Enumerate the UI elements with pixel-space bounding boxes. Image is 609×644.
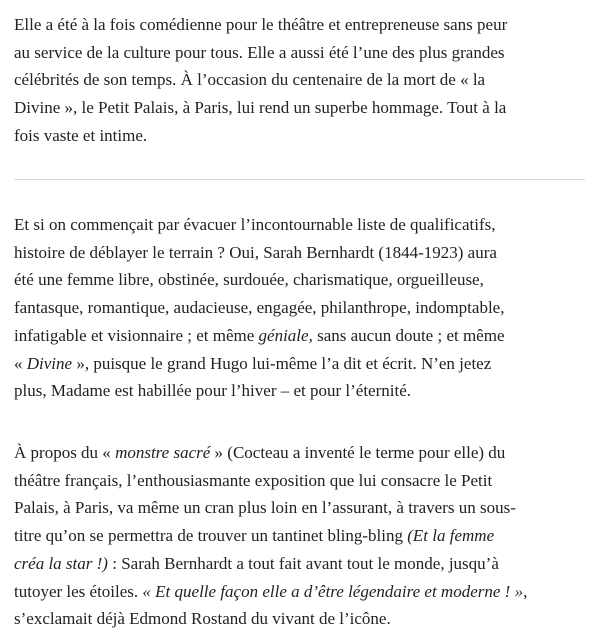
- text-segment: célébrités de son temps. À l’occasion du centenaire de la mort de « la: [14, 70, 486, 90]
- text-segment: au service de la culture pour tous. Elle a aussi été l’une des plus grandes: [14, 42, 505, 62]
- text-line: [14, 294, 594, 322]
- text-segment: infatigable et visionnaire ; et même: [14, 325, 259, 345]
- italic-text: créa la star !): [14, 553, 108, 573]
- text-segment: ,: [523, 581, 528, 601]
- italic-text: Divine: [26, 353, 73, 373]
- text-segment: », puisque le grand Hugo lui-même l’a dit et écrit. N’en jetez: [72, 353, 492, 373]
- text-segment: Palais, à Paris, va même un cran plus loin en l’assurant, à travers un sous-: [14, 498, 516, 518]
- text-segment: tutoyer les étoiles.: [14, 581, 143, 601]
- italic-text: monstre sacré: [115, 443, 211, 462]
- text-segment: été une femme libre, obstinée, surdouée, charismatique, orgueilleuse,: [14, 270, 484, 290]
- text-segment: fantasque, romantique, audacieuse, engagée, philanthrope, indomptable,: [14, 298, 505, 318]
- body-paragraph-1: [14, 211, 594, 405]
- text-segment: Et si on commençait par évacuer l’incontournable liste de qualificatifs,: [14, 215, 496, 234]
- text-line: [14, 377, 594, 405]
- italic-text: « Et quelle façon elle a d’être légendaire et moderne ! »: [142, 581, 524, 601]
- body-paragraph-2: [14, 439, 594, 633]
- text-line: [14, 122, 594, 150]
- text-segment: plus, Madame est habillée pour l’hiver – et pour l’éternité.: [14, 381, 412, 401]
- text-segment: théâtre français, l’enthousiasmante exposition que lui consacre le Petit: [14, 470, 493, 490]
- text-segment: Elle a été à la fois comédienne pour le théâtre et entrepreneuse sans peur: [14, 15, 508, 34]
- text-line: [14, 439, 594, 467]
- text-line: [14, 239, 594, 267]
- text-segment: » (Cocteau a inventé le terme pour elle) du: [210, 443, 506, 462]
- text-line: [14, 578, 594, 606]
- text-line: [14, 66, 594, 94]
- text-segment: s’exclamait déjà Edmond Rostand du vivant de l’icône.: [14, 609, 391, 629]
- text-line: [14, 550, 594, 578]
- text-segment: titre qu’on se permettra de trouver un tantinet bling-bling: [14, 526, 408, 546]
- text-segment: «: [14, 353, 27, 373]
- text-line: [14, 494, 594, 522]
- text-line: [14, 350, 594, 378]
- text-segment: : Sarah Bernhardt a tout fait avant tout le monde, jusqu’à: [107, 553, 499, 573]
- text-line: [14, 94, 594, 122]
- text-line: [14, 211, 594, 239]
- text-segment: histoire de déblayer le terrain ? Oui, Sarah Bernhardt (1844-1923) aura: [14, 242, 497, 262]
- text-line: [14, 266, 594, 294]
- text-segment: sans aucun doute ; et même: [312, 325, 505, 345]
- intro-paragraph: [14, 11, 594, 150]
- text-line: [14, 11, 594, 39]
- italic-text: (Et la femme: [407, 526, 495, 546]
- italic-text: géniale,: [258, 325, 313, 345]
- section-divider: [14, 179, 585, 180]
- text-line: [14, 467, 594, 495]
- text-segment: À propos du «: [14, 443, 116, 462]
- text-line: [14, 39, 594, 67]
- text-line: [14, 605, 594, 633]
- text-segment: fois vaste et intime.: [14, 125, 148, 145]
- text-segment: Divine », le Petit Palais, à Paris, lui rend un superbe hommage. Tout à la: [14, 98, 507, 118]
- text-line: [14, 322, 594, 350]
- text-line: [14, 522, 594, 550]
